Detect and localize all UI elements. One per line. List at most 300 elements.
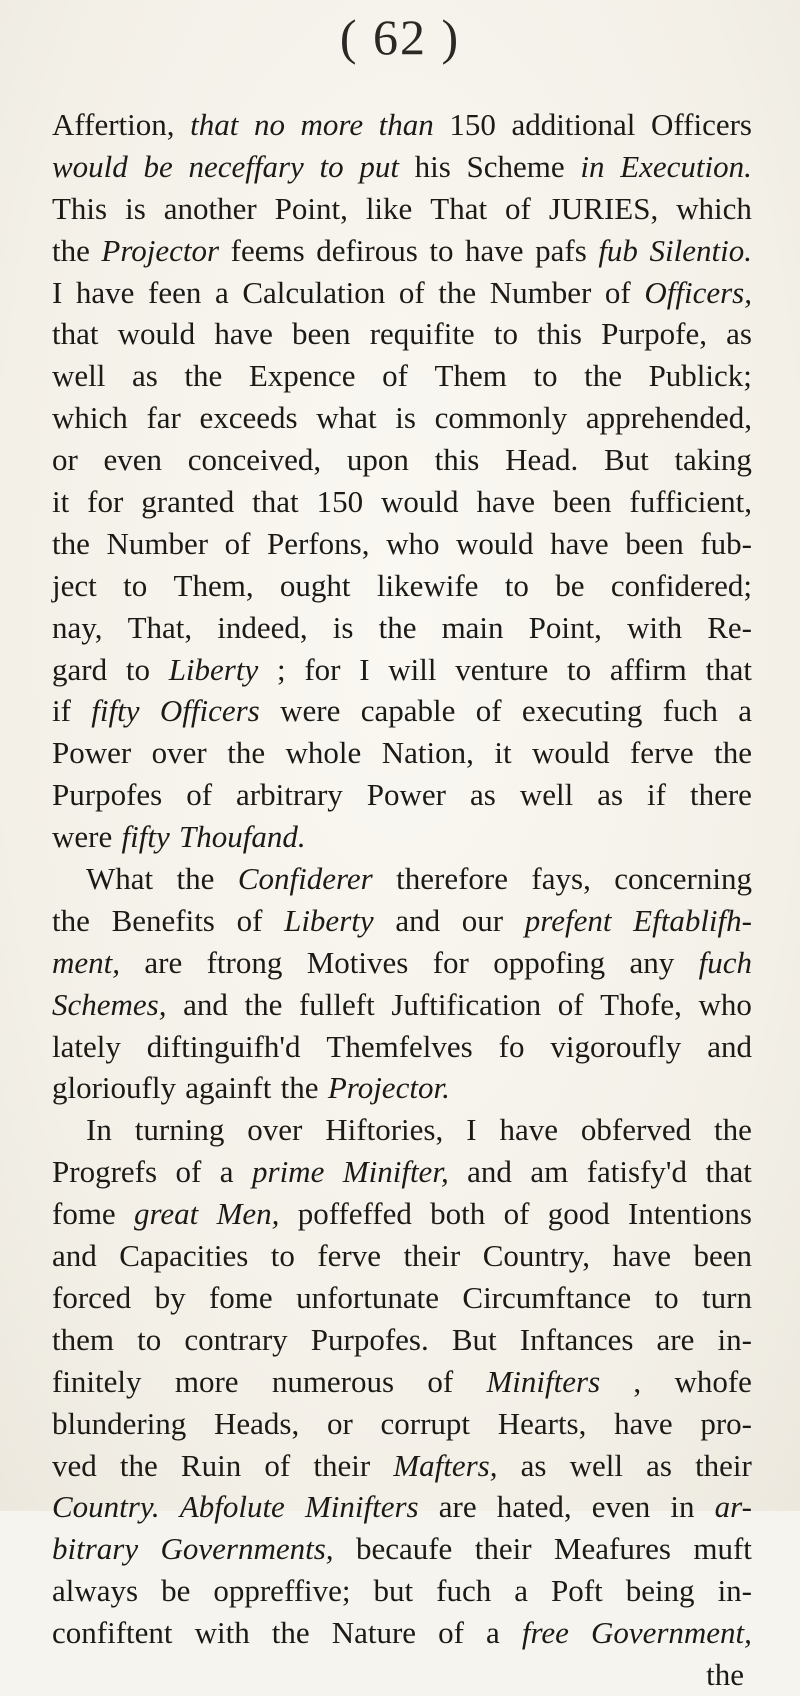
- word: more: [174, 1363, 239, 1399]
- word: concerning: [614, 861, 752, 897]
- text-line: [52, 1277, 752, 1319]
- word: their: [313, 1447, 371, 1483]
- word: In: [86, 1112, 112, 1148]
- word: nay,: [52, 609, 103, 645]
- text-line: [52, 858, 752, 900]
- word: fuch: [436, 1573, 492, 1609]
- word: their: [403, 1238, 461, 1274]
- word: ferve: [629, 735, 694, 771]
- word: Juftification: [391, 986, 542, 1022]
- word: confiftent: [52, 1615, 173, 1651]
- word: to: [123, 567, 148, 603]
- text-line: [52, 565, 752, 607]
- word: Projector: [101, 232, 220, 268]
- word: to: [270, 1238, 295, 1274]
- word: is: [332, 609, 354, 645]
- text-line: [52, 942, 752, 984]
- word: of: [557, 986, 584, 1022]
- word: fays,: [531, 861, 591, 897]
- word: oppreffive;: [213, 1573, 351, 1609]
- word: That,: [127, 609, 193, 645]
- word: well: [519, 777, 574, 813]
- text-line: [52, 146, 752, 188]
- word: This: [52, 190, 108, 226]
- word: Abfolute: [179, 1489, 285, 1525]
- text-line: [52, 439, 752, 481]
- word: have: [550, 525, 609, 561]
- word: their: [474, 1531, 532, 1567]
- word: as: [646, 1447, 672, 1483]
- word: Meafures: [553, 1531, 671, 1567]
- word: would: [117, 316, 196, 352]
- word: of: [175, 1154, 202, 1190]
- word: fufficient,: [629, 484, 752, 520]
- text-line: [52, 816, 752, 858]
- word: Point,: [274, 190, 348, 226]
- word: Purpofe,: [601, 316, 707, 352]
- word: Silentio.: [649, 232, 752, 268]
- word: fuch: [698, 944, 752, 980]
- text-line: [52, 1445, 752, 1487]
- text-line: [52, 1361, 752, 1403]
- word: Number: [489, 274, 592, 310]
- word: of: [398, 274, 425, 310]
- word: always: [52, 1573, 139, 1609]
- word: as: [726, 316, 752, 352]
- word: by: [154, 1279, 186, 1315]
- text-line: [52, 900, 752, 942]
- word: 150: [316, 484, 364, 520]
- word: been: [693, 1238, 752, 1274]
- word: Hearts,: [497, 1405, 587, 1441]
- word: What: [86, 861, 154, 897]
- word: the: [52, 902, 90, 938]
- word: over: [151, 735, 207, 771]
- word: gard: [52, 651, 108, 687]
- word: Hiftories,: [325, 1112, 444, 1148]
- word: been: [552, 484, 612, 520]
- word: defirous: [316, 232, 418, 268]
- word: hated,: [496, 1489, 572, 1525]
- word: capable: [360, 693, 456, 729]
- word: well: [569, 1447, 623, 1483]
- word: their: [695, 1447, 752, 1483]
- word: but: [373, 1573, 414, 1609]
- word: Benefits: [111, 902, 215, 938]
- word: whofe: [674, 1363, 752, 1399]
- word: 150: [449, 107, 496, 142]
- word: of: [236, 902, 263, 938]
- word: Country.: [52, 1489, 160, 1525]
- word: main: [441, 609, 504, 645]
- word: Officers: [651, 107, 752, 142]
- word: this: [434, 442, 480, 478]
- word: is: [125, 190, 146, 226]
- word: a: [738, 693, 752, 729]
- text-line: [52, 1067, 752, 1109]
- word: Purpofes.: [310, 1321, 429, 1357]
- word: over: [247, 1112, 303, 1148]
- word: Purpofes: [52, 777, 163, 813]
- word: have: [612, 1238, 672, 1274]
- word: Capacities: [119, 1238, 249, 1274]
- text-line: [52, 984, 752, 1026]
- word: Minifters: [486, 1363, 601, 1399]
- word: there: [689, 777, 752, 813]
- word: as: [469, 777, 496, 813]
- word: it: [52, 484, 70, 520]
- word: for: [87, 484, 124, 520]
- word: as: [597, 777, 624, 813]
- word: oppofing: [493, 944, 606, 980]
- word: feen: [148, 274, 202, 310]
- word: both: [430, 1196, 486, 1232]
- word: who: [698, 986, 752, 1022]
- word: Schemes,: [52, 986, 167, 1022]
- word: prime: [252, 1154, 325, 1190]
- text-line: [52, 355, 752, 397]
- word: that: [52, 316, 99, 352]
- word: and: [467, 1154, 512, 1190]
- word: fifty: [91, 693, 140, 729]
- word: be: [555, 567, 585, 603]
- word: have: [214, 316, 273, 352]
- text-line: [52, 523, 752, 565]
- word: if: [52, 693, 71, 729]
- word: Officers: [159, 693, 260, 729]
- text-line: [52, 1486, 752, 1528]
- text-line: [52, 1570, 752, 1612]
- word: being: [625, 1573, 695, 1609]
- word: But: [451, 1321, 497, 1357]
- word: have: [476, 484, 536, 520]
- word: to: [533, 358, 558, 394]
- word: Affertion,: [52, 107, 175, 142]
- word: of: [186, 777, 213, 813]
- word: Them,: [173, 567, 254, 603]
- word: even: [103, 442, 163, 478]
- word: Officers,: [644, 274, 752, 310]
- word: a: [214, 274, 229, 310]
- word: additional: [511, 107, 636, 142]
- word: Heads,: [214, 1405, 300, 1441]
- word: great: [133, 1196, 199, 1232]
- word: this: [537, 316, 582, 352]
- word: what: [316, 400, 377, 436]
- word: executing: [521, 693, 643, 729]
- word: ment,: [52, 944, 121, 980]
- word: the: [280, 1070, 319, 1106]
- text-line: [52, 1109, 752, 1151]
- word: affirm: [609, 651, 687, 687]
- word: would: [532, 735, 610, 771]
- word: Scheme: [466, 148, 565, 184]
- word: to: [319, 148, 344, 184]
- word: glorioufly: [52, 1070, 176, 1106]
- word: to: [125, 651, 150, 687]
- word: ought: [279, 567, 351, 603]
- word: But: [603, 442, 649, 478]
- word: vigoroufly: [550, 1028, 682, 1064]
- word: that: [252, 484, 299, 520]
- word: commonly: [434, 400, 568, 436]
- word: them: [52, 1321, 114, 1357]
- word: whole: [285, 735, 362, 771]
- text-line: [52, 230, 752, 272]
- word: and: [707, 1028, 752, 1064]
- word: our: [461, 902, 504, 938]
- word: as: [520, 1447, 547, 1483]
- word: Themfelves: [326, 1028, 473, 1064]
- word: Re-: [707, 609, 752, 645]
- word: Poft: [551, 1573, 603, 1609]
- word: venture: [455, 651, 549, 687]
- word: the: [584, 358, 622, 394]
- word: Governments,: [160, 1531, 334, 1567]
- word: becaufe: [355, 1531, 453, 1567]
- word: of: [503, 1196, 530, 1232]
- word: are: [656, 1321, 695, 1357]
- word: Head.: [505, 442, 579, 478]
- word: JURIES,: [548, 190, 659, 226]
- word: Publick;: [648, 358, 752, 394]
- word: if: [647, 777, 666, 813]
- word: are: [438, 1489, 477, 1525]
- word: no: [253, 107, 285, 142]
- word: That: [430, 190, 488, 226]
- word: turn: [702, 1279, 752, 1315]
- word: of: [604, 274, 631, 310]
- word: Projector.: [327, 1070, 450, 1106]
- word: like: [365, 190, 413, 226]
- word: of: [427, 1363, 454, 1399]
- word: free: [521, 1615, 569, 1651]
- word: of: [224, 525, 251, 561]
- word: of: [438, 1615, 464, 1651]
- text-line: [52, 1026, 752, 1068]
- text-line: [52, 732, 752, 774]
- word: another: [163, 190, 257, 226]
- word: put: [359, 148, 399, 184]
- word: his: [414, 148, 451, 184]
- word: ject: [52, 567, 97, 603]
- word: a: [514, 1573, 528, 1609]
- word: the: [227, 735, 266, 771]
- word: Confiderer: [237, 861, 373, 897]
- word: the: [176, 861, 215, 897]
- word: with: [627, 609, 683, 645]
- word: would: [456, 525, 534, 561]
- word: blundering: [52, 1405, 187, 1441]
- word: which: [52, 400, 128, 436]
- word: that: [705, 651, 752, 687]
- word: in: [670, 1489, 695, 1525]
- word: that: [705, 1154, 752, 1190]
- word: or: [52, 442, 78, 478]
- word: fub-: [700, 525, 752, 561]
- word: arbitrary: [236, 777, 343, 813]
- word: to: [493, 316, 518, 352]
- word: ;: [276, 651, 286, 687]
- word: numerous: [271, 1363, 395, 1399]
- word: for: [432, 944, 469, 980]
- word: obferved: [580, 1112, 692, 1148]
- word: apprehended,: [585, 400, 752, 436]
- text-line: [52, 1151, 752, 1193]
- word: to: [654, 1279, 679, 1315]
- word: of: [264, 1447, 291, 1483]
- word: am: [530, 1154, 569, 1190]
- word: have: [465, 232, 524, 268]
- word: the: [244, 986, 283, 1022]
- text-line: [52, 1319, 752, 1361]
- word: and: [395, 902, 441, 938]
- word: ,: [633, 1363, 642, 1399]
- word: the: [184, 358, 223, 394]
- word: the: [438, 274, 477, 310]
- word: Liberty: [284, 902, 374, 938]
- word: Them: [434, 358, 507, 394]
- word: ferve: [317, 1238, 381, 1274]
- word: diftinguifh'd: [146, 1028, 301, 1064]
- word: the: [714, 735, 752, 771]
- word: Mafters,: [393, 1447, 498, 1483]
- word: unfortunate: [296, 1279, 439, 1315]
- word: Perfons,: [267, 525, 370, 561]
- text-line: [52, 397, 752, 439]
- word: therefore: [396, 861, 509, 897]
- word: Calculation: [242, 274, 386, 310]
- text-line: [52, 690, 752, 732]
- word: upon: [346, 442, 409, 478]
- word: with: [194, 1615, 250, 1651]
- text-line: [52, 1528, 752, 1570]
- word: lately: [52, 1028, 121, 1064]
- word: and: [52, 1238, 97, 1274]
- word: conceived,: [187, 442, 322, 478]
- word: it: [494, 735, 512, 771]
- page-number: ( 62 ): [339, 9, 461, 65]
- word: than: [378, 107, 434, 142]
- text-line: [52, 313, 752, 355]
- word: are: [144, 944, 183, 980]
- text-line: [52, 104, 752, 146]
- word: ar-: [714, 1489, 752, 1525]
- word: Point,: [528, 609, 602, 645]
- word: to: [504, 567, 529, 603]
- word: Intentions: [627, 1196, 752, 1232]
- word: indeed,: [217, 609, 308, 645]
- word: of: [382, 358, 408, 394]
- word: even: [591, 1489, 651, 1525]
- word: fome: [52, 1196, 116, 1232]
- word: will: [388, 651, 437, 687]
- word: Progrefs: [52, 1154, 158, 1190]
- word: Nature: [331, 1615, 417, 1651]
- word: pro-: [700, 1405, 752, 1441]
- word: fifty: [121, 819, 170, 855]
- word: fub: [598, 232, 638, 268]
- text-line: [52, 774, 752, 816]
- word: to: [429, 232, 454, 268]
- word: to: [137, 1321, 162, 1357]
- body-text: [52, 104, 752, 1696]
- word: contrary: [184, 1321, 288, 1357]
- word: Country,: [482, 1238, 591, 1274]
- word: fo: [498, 1028, 525, 1064]
- word: Thoufand.: [179, 819, 306, 855]
- word: Execution.: [620, 148, 752, 184]
- word: prefent: [524, 902, 612, 938]
- text-line: [52, 1654, 752, 1696]
- word: finitely: [52, 1363, 142, 1399]
- word: the: [714, 1112, 752, 1148]
- word: Minifter,: [342, 1154, 449, 1190]
- word: of: [475, 693, 502, 729]
- word: corrupt: [380, 1405, 471, 1441]
- word: Minifters: [304, 1489, 419, 1525]
- word: for: [304, 651, 341, 687]
- word: feems: [230, 232, 305, 268]
- word: Government,: [590, 1615, 752, 1651]
- word: be: [143, 148, 173, 184]
- word: againft: [185, 1070, 272, 1106]
- text-line: [52, 1193, 752, 1235]
- word: Men,: [216, 1196, 280, 1232]
- text-line: [52, 607, 752, 649]
- word: far: [146, 400, 181, 436]
- word: fome: [208, 1279, 273, 1315]
- word: have: [614, 1405, 673, 1441]
- word: been: [625, 525, 684, 561]
- word: and: [183, 986, 228, 1022]
- word: ftrong: [206, 944, 283, 980]
- word: would: [52, 148, 128, 184]
- word: Inftances: [519, 1321, 634, 1357]
- text-line: [52, 272, 752, 314]
- word: is: [395, 400, 416, 436]
- word: Power: [366, 777, 446, 813]
- word: a: [486, 1615, 500, 1651]
- word: any: [629, 944, 675, 980]
- word: likewife: [376, 567, 479, 603]
- word: more: [300, 107, 364, 142]
- word: forced: [52, 1279, 132, 1315]
- word: well: [52, 358, 106, 394]
- word: that: [190, 107, 239, 142]
- word: granted: [141, 484, 235, 520]
- word: I: [466, 1112, 477, 1148]
- word: in: [580, 148, 605, 184]
- word: Thofe,: [600, 986, 682, 1022]
- word: as: [131, 358, 158, 394]
- text-line: [52, 1403, 752, 1445]
- word: Circumftance: [462, 1279, 632, 1315]
- word: were: [280, 693, 341, 729]
- word: who: [386, 525, 440, 561]
- word: exceeds: [199, 400, 298, 436]
- word: Motives: [306, 944, 409, 980]
- word: I: [52, 274, 63, 310]
- word: a: [219, 1154, 234, 1190]
- text-line: [52, 1235, 752, 1277]
- text-line: [52, 188, 752, 230]
- word: muft: [693, 1531, 752, 1567]
- word: Eftablifh-: [633, 902, 752, 938]
- word: Number: [106, 525, 209, 561]
- word: bitrary: [52, 1531, 139, 1567]
- word: Expence: [248, 358, 356, 394]
